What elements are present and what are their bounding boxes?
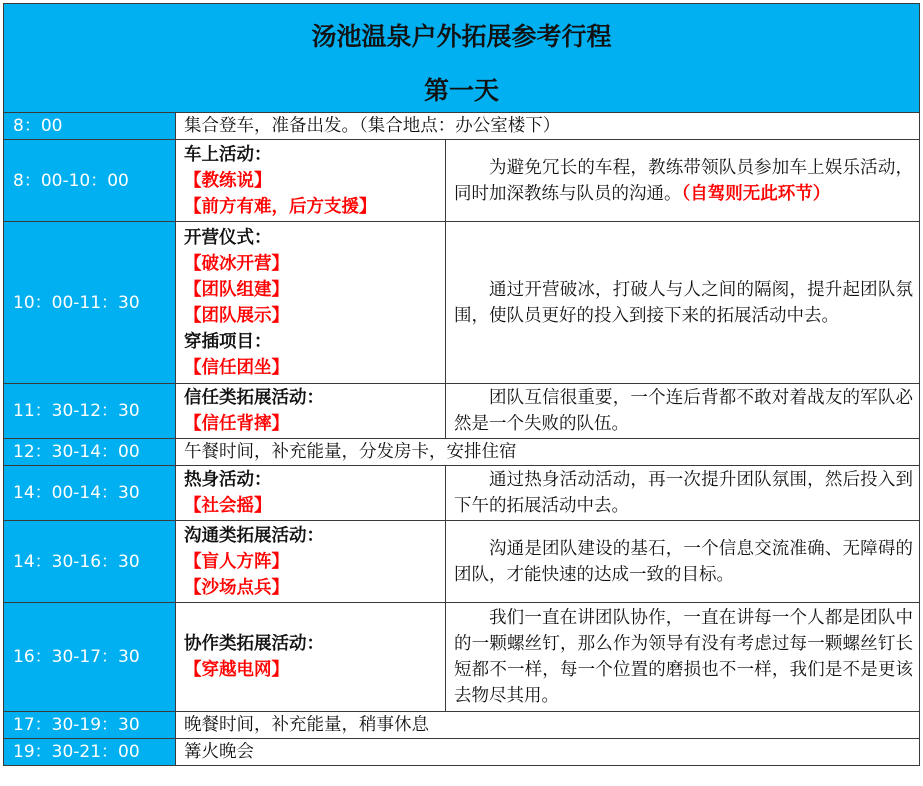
activity-heading: 协作类拓展活动： [184,634,324,654]
activity-cell [176,466,446,521]
description-cell: 我们一直在讲团队协作，一直在讲每一个人都是团队中的一颗螺丝钉，那么作为领导有没有考虑过每一颗螺丝钉长短都不一样，每一个位置的磨损也不一样，我们是不是更该去物尽其用。 [446,603,920,712]
time-cell: 12：30-14：00 [4,439,176,466]
activity-cell [176,521,446,603]
activity-heading: 开营仪式： [184,227,272,248]
schedule-row [4,439,920,466]
activity-heading: 沟通类拓展活动： [184,525,324,546]
activity-item: 【信任背摔】 [184,414,289,434]
time-cell: 10：00-11：30 [4,222,176,384]
activity-text: 篝火晚会 [176,739,920,766]
activity-item: 【穿越电网】 [184,660,289,680]
schedule-row [4,113,920,140]
activity-item: 【盲人方阵】 [184,551,289,572]
activity-item: 【前方有难，后方支援】 [184,196,377,217]
schedule-row [4,140,920,222]
activity-heading: 信任类拓展活动： [184,388,324,408]
time-cell: 14：30-16：30 [4,521,176,603]
activity-item: 【团队组建】 [184,279,289,300]
activity-subheading: 穿插项目： [184,331,272,352]
activity-cell [176,222,446,384]
activity-text: 集合登车，准备出发。（集合地点：办公室楼下） [176,113,920,140]
schedule-row [4,712,920,739]
activity-item: 【沙场点兵】 [184,577,289,598]
description-note: （自驾则无此环节） [681,183,831,204]
itinerary-sheet [3,3,919,766]
activity-heading: 车上活动： [184,144,272,165]
day-heading: 第一天 [424,76,500,105]
description-cell: 通过开营破冰，打破人与人之间的隔阂，提升起团队氛围，使队员更好的投入到接下来的拓展活动中去。 [446,222,920,384]
schedule-row [4,466,920,521]
description-cell [446,140,920,222]
time-cell: 17：30-19：30 [4,712,176,739]
time-cell: 8：00 [4,113,176,140]
description-cell: 团队互信很重要，一个连后背都不敢对着战友的军队必然是一个失败的队伍。 [446,384,920,439]
time-cell: 8：00-10：00 [4,140,176,222]
page-title: 汤池温泉户外拓展参考行程 [311,22,612,51]
activity-item: 【教练说】 [184,170,272,191]
time-cell: 16：30-17：30 [4,603,176,712]
description-text: 为避免冗长的车程，教练带领队员参加车上娱乐活动，同时加深教练与队员的沟通。 [454,157,914,204]
activity-heading: 热身活动： [184,470,272,490]
schedule-row [4,521,920,603]
time-cell: 11：30-12：30 [4,384,176,439]
time-cell: 19：30-21：00 [4,739,176,766]
title-row [4,4,920,113]
itinerary-table [3,3,920,766]
activity-item: 【信任团坐】 [184,357,289,378]
schedule-row [4,739,920,766]
time-cell: 14：00-14：30 [4,466,176,521]
schedule-row [4,603,920,712]
activity-cell [176,140,446,222]
schedule-row [4,222,920,384]
schedule-row [4,384,920,439]
description-cell: 沟通是团队建设的基石，一个信息交流准确、无障碍的团队，才能快速的达成一致的目标。 [446,521,920,603]
activity-cell [176,384,446,439]
description-cell: 通过热身活动活动，再一次提升团队氛围，然后投入到下午的拓展活动中去。 [446,466,920,521]
activity-item: 【破冰开营】 [184,253,289,274]
activity-cell [176,603,446,712]
title-cell [4,4,920,113]
activity-text: 晚餐时间，补充能量，稍事休息 [176,712,920,739]
activity-text: 午餐时间，补充能量，分发房卡，安排住宿 [176,439,920,466]
activity-item: 【团队展示】 [184,305,289,326]
activity-item: 【社会摇】 [184,496,272,516]
